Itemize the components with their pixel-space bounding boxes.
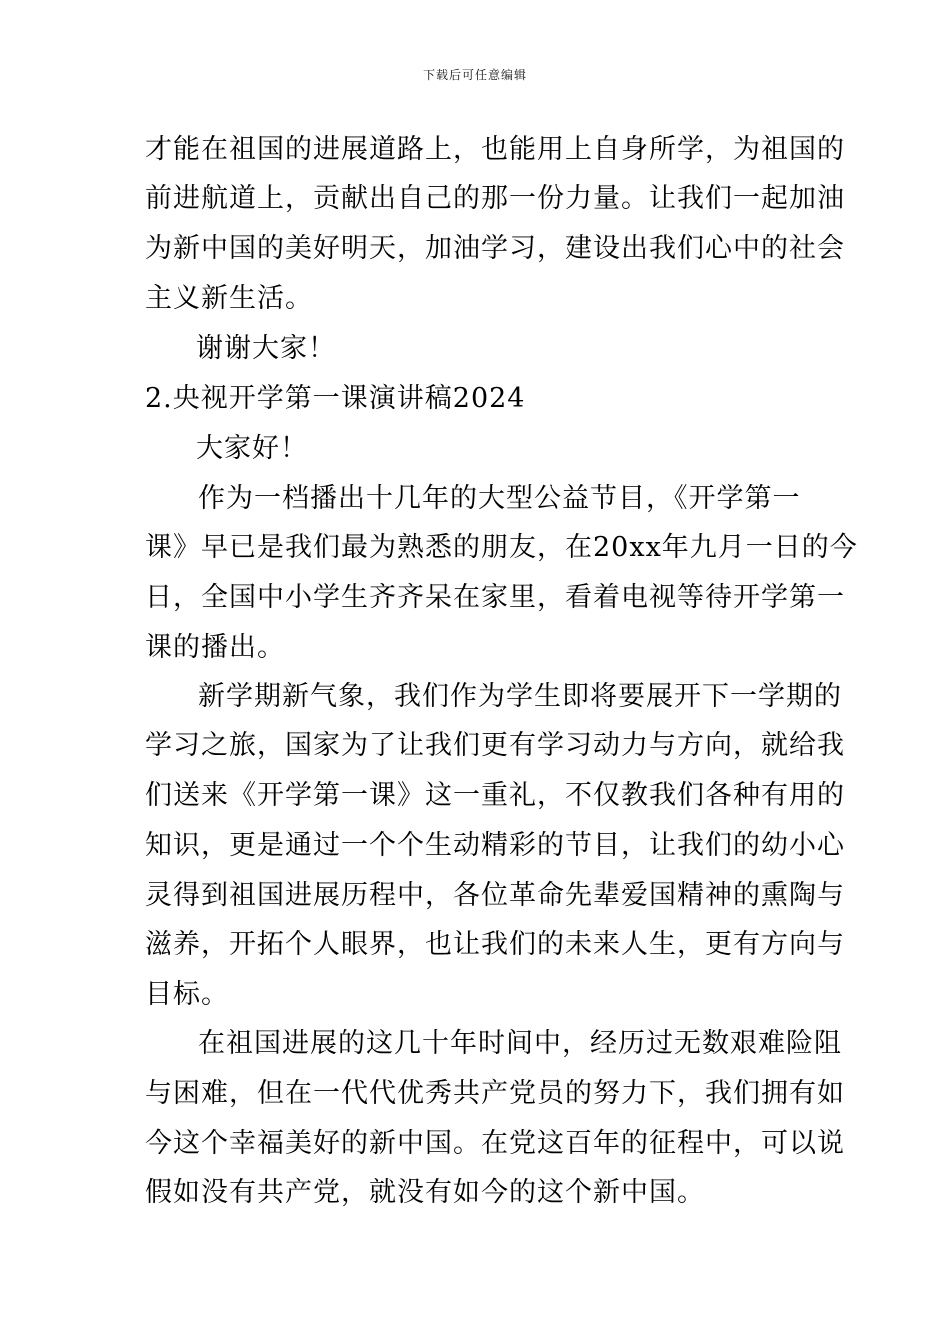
closing-line: 谢谢大家！ bbox=[196, 333, 336, 364]
paragraph-line: 为新中国的美好明天，加油学习，建设出我们心中的社会 bbox=[145, 233, 845, 264]
paragraph-line: 日，全国中小学生齐齐呆在家里，看着电视等待开学第一 bbox=[145, 582, 845, 613]
paragraph-line: 课》早已是我们最为熟悉的朋友，在20xx年九月一日的今 bbox=[145, 532, 858, 563]
paragraph-line: 新学期新气象，我们作为学生即将要展开下一学期的 bbox=[198, 681, 842, 712]
greeting-line: 大家好！ bbox=[196, 433, 308, 464]
paragraph-line: 今这个幸福美好的新中国。在党这百年的征程中，可以说 bbox=[145, 1128, 845, 1159]
paragraph-line: 才能在祖国的进展道路上，也能用上自身所学，为祖国的 bbox=[145, 134, 845, 165]
paragraph-line: 假如没有共产党，就没有如今的这个新中国。 bbox=[145, 1177, 705, 1208]
paragraph-line: 滋养，开拓个人眼界，也让我们的未来人生，更有方向与 bbox=[145, 929, 845, 960]
paragraph-line: 目标。 bbox=[145, 979, 229, 1010]
paragraph-line: 学习之旅，国家为了让我们更有学习动力与方向，就给我 bbox=[145, 730, 845, 761]
section-heading: 2.央视开学第一课演讲稿2024 bbox=[145, 383, 526, 414]
paragraph-line: 课的播出。 bbox=[145, 632, 285, 663]
paragraph-line: 们送来《开学第一课》这一重礼，不仅教我们各种有用的 bbox=[145, 780, 845, 811]
paragraph-line: 灵得到祖国进展历程中，各位革命先辈爱国精神的熏陶与 bbox=[145, 880, 845, 911]
page-header-note: 下载后可任意编辑 bbox=[422, 68, 527, 82]
paragraph-line: 作为一档播出十几年的大型公益节目，《开学第一 bbox=[198, 483, 801, 514]
paragraph-line: 在祖国进展的这几十年时间中，经历过无数艰难险阻 bbox=[198, 1028, 842, 1059]
paragraph-line: 主义新生活。 bbox=[145, 283, 313, 314]
paragraph-line: 与困难，但在一代代优秀共产党员的努力下，我们拥有如 bbox=[145, 1078, 845, 1109]
paragraph-line: 知识，更是通过一个个生动精彩的节目，让我们的幼小心 bbox=[145, 830, 845, 861]
paragraph-line: 前进航道上，贡献出自己的那一份力量。让我们一起加油 bbox=[145, 183, 845, 214]
